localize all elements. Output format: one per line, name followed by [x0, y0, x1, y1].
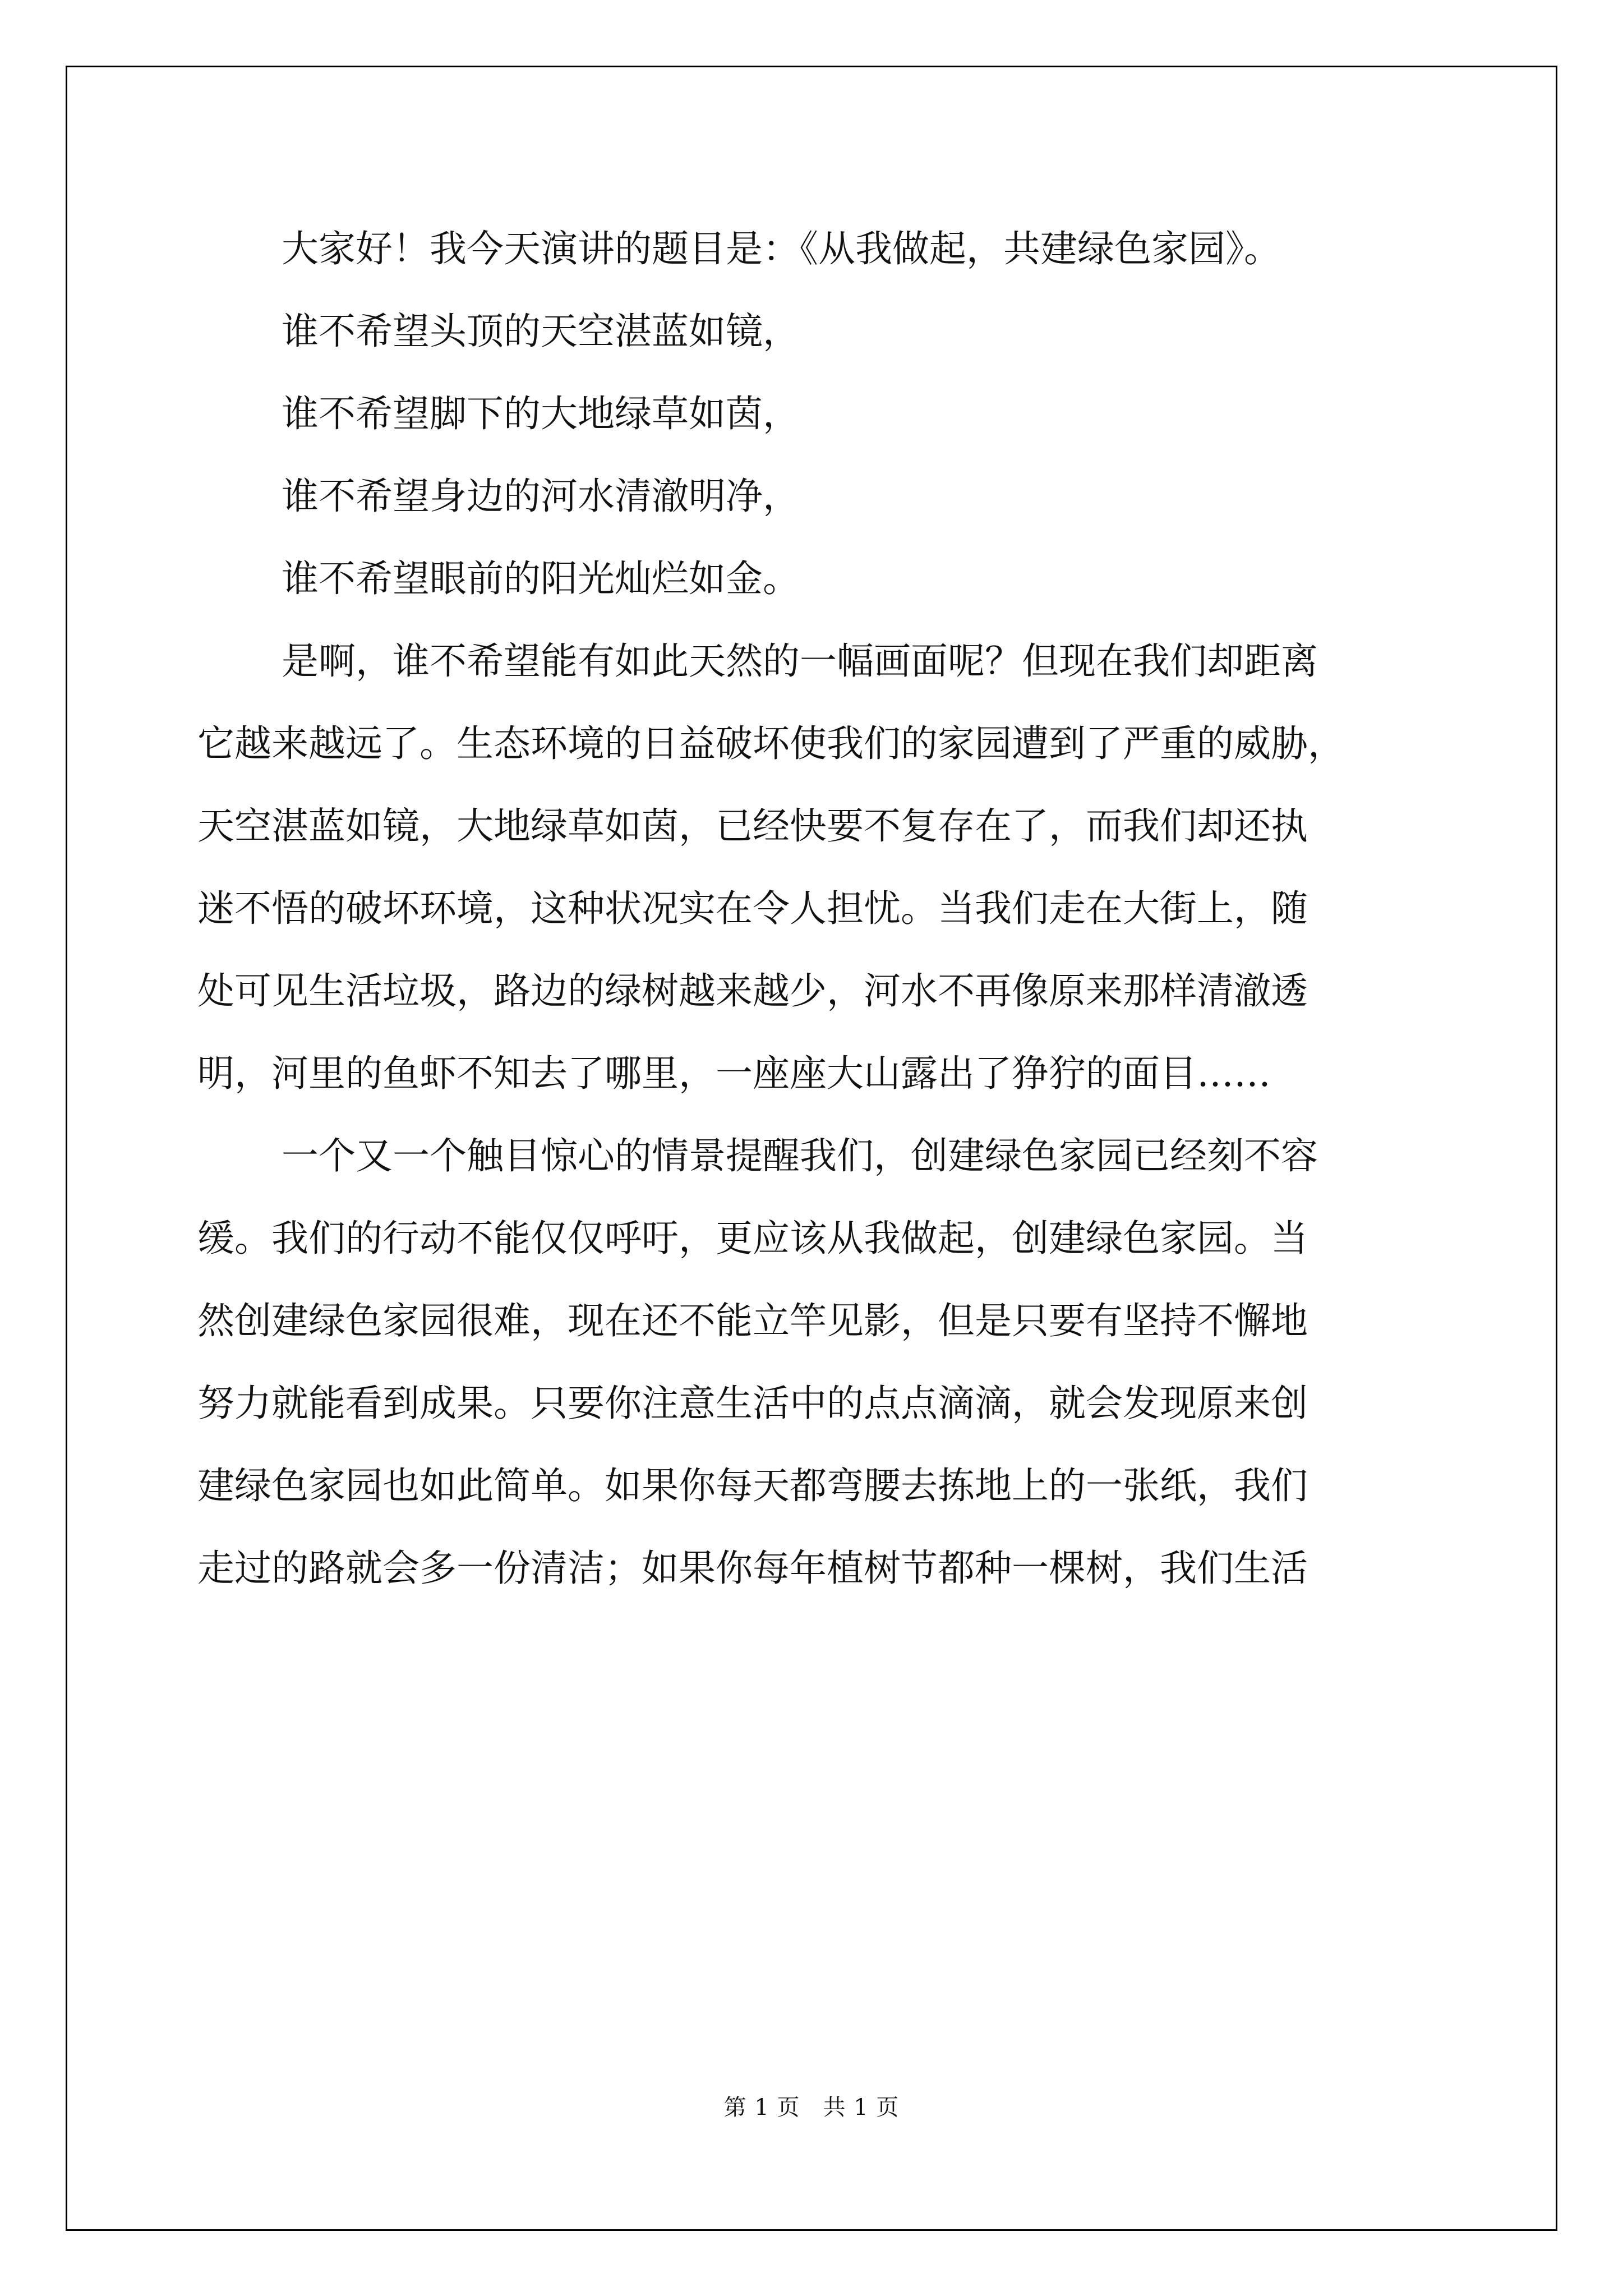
paragraph-line: 大家好！我今天演讲的题目是：《从我做起，共建绿色家园》。 — [282, 227, 1281, 270]
paragraph-line: 建绿色家园也如此简单。如果你每天都弯腰去拣地上的一张纸，我们 — [197, 1464, 1308, 1507]
paragraph-line: 谁不希望头顶的天空湛蓝如镜， — [282, 310, 800, 353]
paragraph-line: 谁不希望眼前的阳光灿烂如金。 — [282, 557, 800, 600]
page-number: 第 1 页 共 1 页 — [723, 2095, 900, 2120]
paragraph-line: 它越来越远了。生态环境的日益破坏使我们的家园遭到了严重的威胁， — [197, 722, 1345, 765]
paragraph-line: 处可见生活垃圾，路边的绿树越来越少，河水不再像原来那样清澈透 — [197, 969, 1308, 1013]
paragraph-line: 走过的路就会多一份清洁；如果你每年植树节都种一棵树，我们生活 — [197, 1547, 1308, 1590]
paragraph-line: 然创建绿色家园很难，现在还不能立竿见影，但是只要有坚持不懈地 — [197, 1299, 1308, 1342]
paragraph-line: 谁不希望身边的河水清澈明净， — [282, 475, 800, 518]
paragraph-line: 一个又一个触目惊心的情景提醒我们，创建绿色家园已经刻不容 — [282, 1134, 1318, 1177]
document-body — [197, 208, 1431, 1609]
paragraph-line: 谁不希望脚下的大地绿草如茵， — [282, 392, 800, 435]
paragraph-line: 明，河里的鱼虾不知去了哪里，一座座大山露出了狰狞的面目…… — [197, 1052, 1271, 1095]
paragraph-line: 是啊，谁不希望能有如此天然的一幅画面呢？但现在我们却距离 — [282, 639, 1318, 683]
paragraph-line: 迷不悟的破坏环境，这种状况实在令人担忧。当我们走在大街上，随 — [197, 887, 1308, 930]
paragraph-line: 缓。我们的行动不能仅仅呼吁，更应该从我做起，创建绿色家园。当 — [197, 1217, 1308, 1260]
paragraph-line: 努力就能看到成果。只要你注意生活中的点点滴滴，就会发现原来创 — [197, 1382, 1308, 1425]
paragraph-line: 天空湛蓝如镜，大地绿草如茵，已经快要不复存在了，而我们却还执 — [197, 804, 1308, 848]
